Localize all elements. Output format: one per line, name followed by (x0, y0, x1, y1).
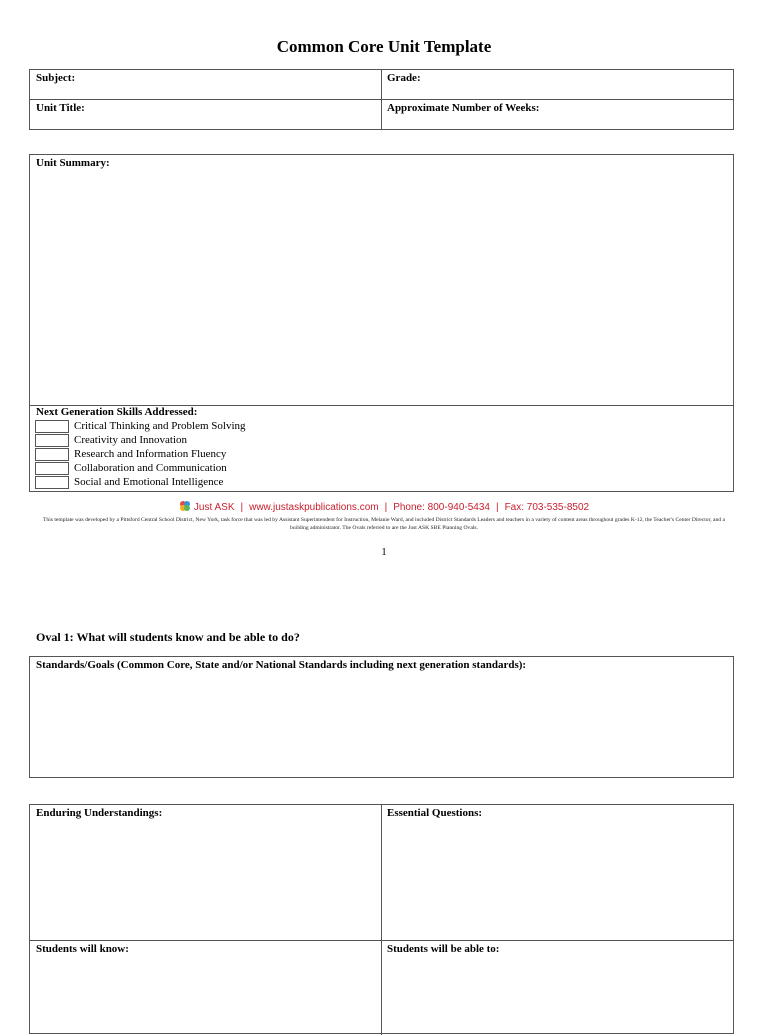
footer-website-link[interactable]: www.justaskpublications.com (249, 502, 379, 514)
skill-label: Creativity and Innovation (74, 434, 188, 446)
standards-label: Standards/Goals (Common Core, State and/or National Standards including next generation standards): (36, 659, 527, 671)
oval1-heading: Oval 1: What will students know and be able to do? (36, 630, 300, 644)
grade-label: Grade: (387, 72, 421, 84)
footer-separator: | (240, 502, 244, 514)
grid-divider-vertical (381, 805, 382, 1035)
footer-separator: | (495, 502, 499, 514)
weeks-label: Approximate Number of Weeks: (387, 102, 540, 114)
footer-brand: Just ASK (193, 502, 235, 514)
footer-separator: | (384, 502, 388, 514)
page-number: 1 (381, 546, 387, 558)
skill-label: Critical Thinking and Problem Solving (74, 420, 246, 432)
skill-label: Collaboration and Communication (74, 462, 227, 474)
standards-box (29, 656, 734, 778)
footer-credits: This template was developed by a Pittsford Central School District, New York, task force that was led by Assistant Superintendent for Instruction, Melanie Ward, and included District Standards Leaders and teachers in a variety of content areas throughout grades K-12, the Teacher's Center Director, and a building administrator. The Ovals referred to are the Just ASK SBE Planning Ovals. (43, 517, 725, 531)
skills-label: Next Generation Skills Addressed: (36, 406, 198, 418)
footer-contact-bar (0, 500, 768, 515)
unit-title-label: Unit Title: (36, 102, 85, 114)
unit-summary-label: Unit Summary: (36, 157, 110, 169)
just-ask-logo-icon (179, 500, 191, 515)
footer-fax: Fax: 703-535-8502 (504, 502, 590, 514)
grid-divider-horizontal (30, 940, 733, 941)
page-title: Common Core Unit Template (276, 37, 492, 56)
header-table (29, 69, 734, 130)
students-will-know-label: Students will know: (36, 943, 129, 955)
subject-label: Subject: (36, 72, 76, 84)
enduring-understandings-label: Enduring Understandings: (36, 807, 163, 819)
skill-checkbox[interactable] (35, 462, 69, 475)
students-able-to-label: Students will be able to: (387, 943, 500, 955)
understandings-grid (29, 804, 734, 1034)
footer-phone: Phone: 800-940-5434 (393, 502, 490, 514)
header-divider-horizontal (30, 99, 733, 100)
skill-label: Research and Information Fluency (74, 448, 227, 460)
skill-checkbox[interactable] (35, 476, 69, 489)
skill-checkbox[interactable] (35, 420, 69, 433)
skill-checkbox[interactable] (35, 448, 69, 461)
skill-label: Social and Emotional Intelligence (74, 476, 224, 488)
essential-questions-label: Essential Questions: (387, 807, 483, 819)
skill-checkbox[interactable] (35, 434, 69, 447)
